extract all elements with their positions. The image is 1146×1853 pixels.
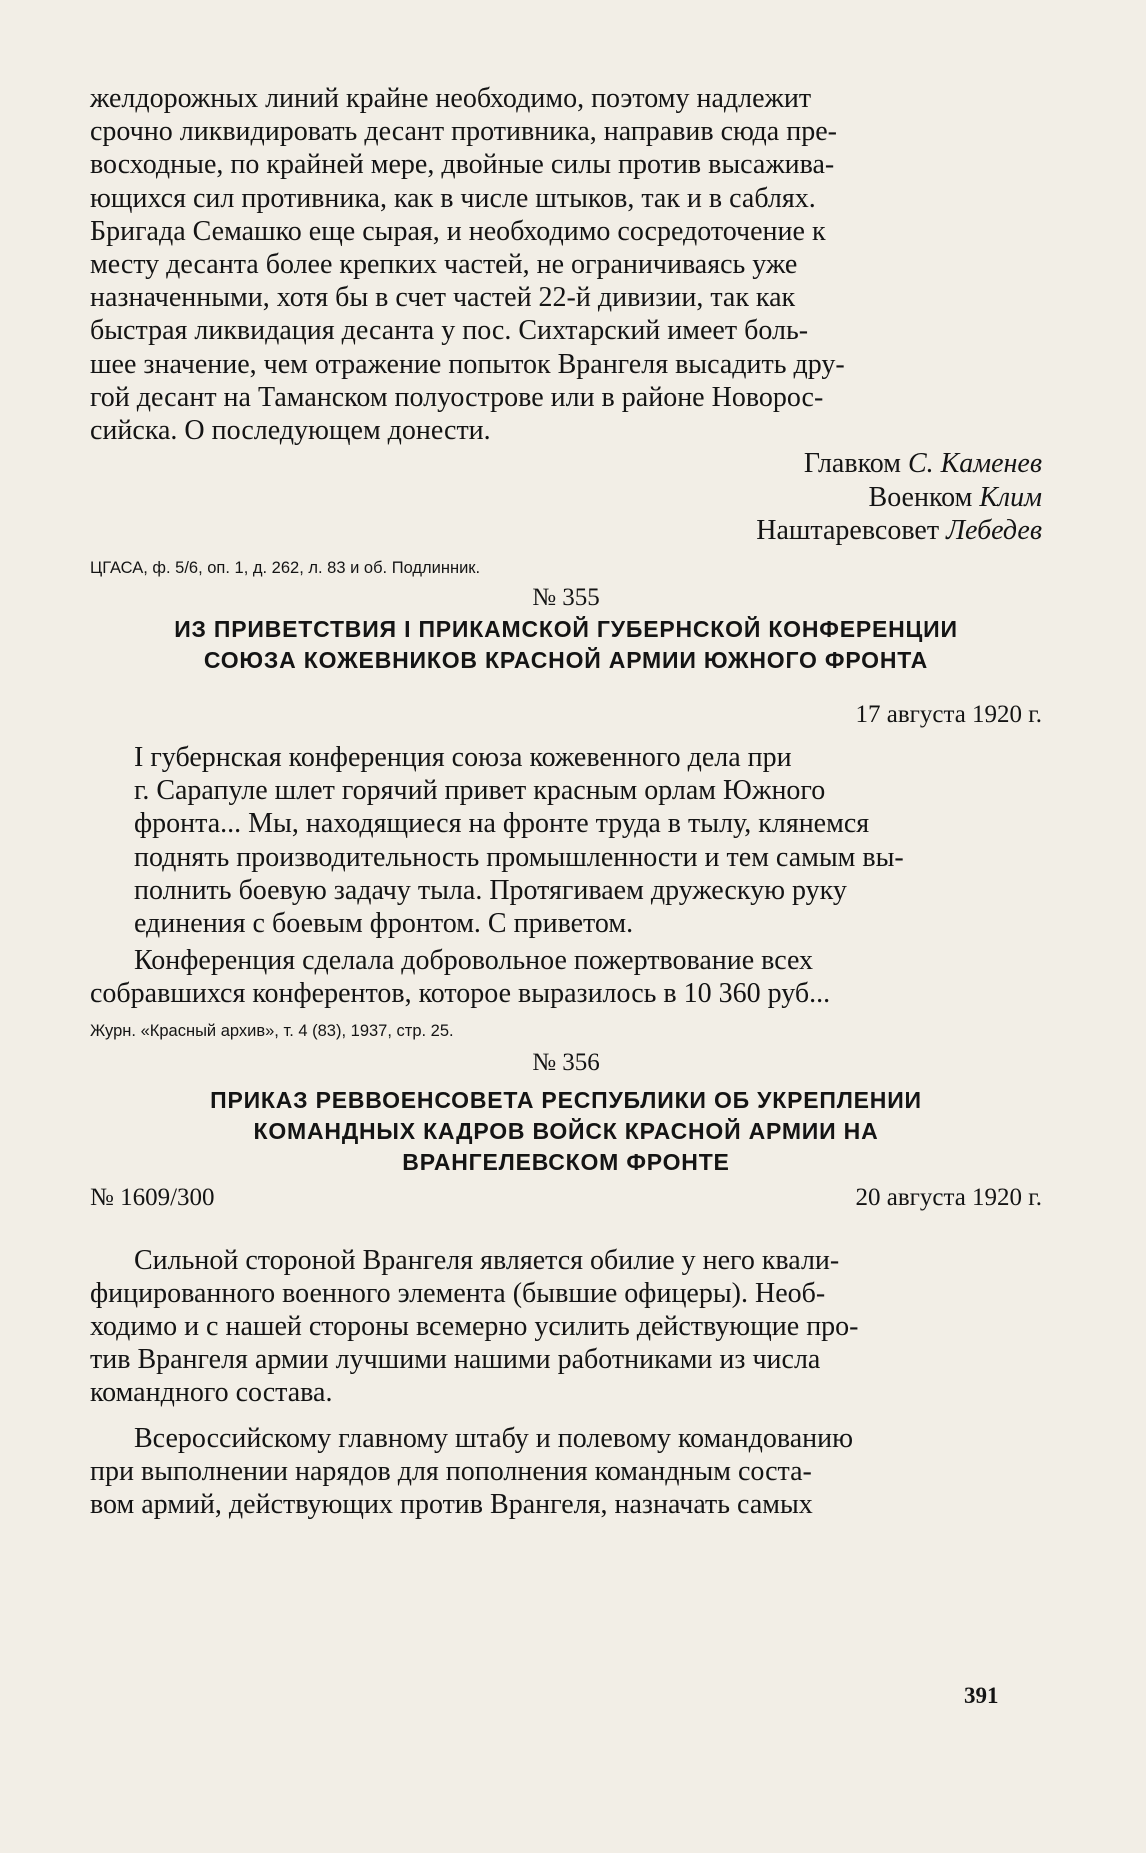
heading-line: СОЮЗА КОЖЕВНИКОВ КРАСНОЙ АРМИИ ЮЖНОГО ФРОНТА (203, 646, 929, 673)
text-line: Сильной стороной Врангеля является обилие у него квали- (134, 1244, 840, 1276)
text-line: г. Сарапуле шлет горячий привет красным орлам Южного (134, 775, 826, 807)
signature-name: Клим (979, 481, 1042, 513)
doc356-paragraph-2 (90, 1422, 1042, 1522)
journal-source-note: Журн. «Красный архив», т. 4 (83), 1937, стр. 25. (90, 1021, 454, 1040)
text-line: Конференция сделала добровольное пожертвование всех (134, 945, 814, 977)
text-line: полнить боевую задачу тыла. Протягиваем дружескую руку (134, 874, 847, 906)
text-line: назначенными, хотя бы в счет частей 22-й дивизии, так как (90, 282, 796, 314)
order-meta-row (90, 1182, 1042, 1214)
continuation-paragraph (90, 82, 1042, 447)
signature-name: Лебедев (946, 515, 1042, 547)
signature-voenkom (90, 481, 1042, 515)
text-line: I губернская конференция союза кожевенного дела при (134, 741, 792, 773)
archive-source-note: ЦГАСА, ф. 5/6, оп. 1, д. 262, л. 83 и об. Подлинник. (90, 558, 481, 577)
order-number: № 1609/300 (90, 1183, 215, 1211)
text-line: месту десанта более крепких частей, не ограничиваясь уже (90, 249, 798, 281)
text-line: фицированного военного элемента (бывшие офицеры). Необ- (90, 1277, 826, 1309)
text-line: при выполнении нарядов для пополнения командным соста- (90, 1455, 812, 1487)
signature-title: Военком (868, 481, 973, 513)
text-line: ющихся сил противника, как в числе штыков, так и в саблях. (90, 182, 816, 214)
document-heading-356 (90, 1085, 1042, 1178)
document-date-356: 20 августа 1920 г. (855, 1183, 1042, 1211)
heading-line: ВРАНГЕЛЕВСКОМ ФРОНТЕ (402, 1148, 730, 1175)
text-line: командного состава. (90, 1377, 333, 1409)
document-date-355: 17 августа 1920 г. (855, 700, 1042, 728)
document-heading-355 (90, 614, 1042, 676)
text-line: Всероссийскому главному штабу и полевому командованию (134, 1422, 854, 1454)
text-line: сийска. О последующем донести. (90, 415, 491, 447)
text-line: срочно ликвидировать десант противника, направив сюда пре- (90, 116, 837, 148)
text-line: ходимо и с нашей стороны всемерно усилить действующие про- (90, 1310, 859, 1342)
text-line: желдорожных линий крайне необходимо, поэтому надлежит (90, 83, 812, 114)
signature-title: Главком (803, 448, 901, 480)
signature-nashtarevsovet (90, 514, 1042, 548)
document-number-355: № 355 (532, 583, 600, 611)
signature-title: Наштаревсовет (756, 515, 940, 547)
text-line: единения с боевым фронтом. С приветом. (134, 907, 634, 939)
text-line: гой десант на Таманском полуострове или в районе Новорос- (90, 381, 824, 413)
text-line: Бригада Семашко еще сырая, и необходимо сосредоточение к (90, 215, 826, 247)
signature-block (90, 447, 1042, 548)
heading-line: КОМАНДНЫХ КАДРОВ ВОЙСК КРАСНОЙ АРМИИ НА (253, 1117, 879, 1144)
text-line: шее значение, чем отражение попыток Врангеля высадить дру- (90, 348, 845, 380)
text-line: восходные, по крайней мере, двойные силы против высажива- (90, 149, 835, 181)
text-line: вом армий, действующих против Врангеля, назначать самых (90, 1488, 813, 1520)
doc355-paragraph-1 (90, 741, 1042, 940)
text-line: поднять производительность промышленности и тем самым вы- (134, 841, 904, 873)
text-line: фронта... Мы, находящиеся на фронте труда в тылу, клянемся (134, 808, 870, 840)
doc355-paragraph-2 (90, 944, 1042, 1010)
doc356-paragraph-1 (90, 1244, 1042, 1410)
document-page (90, 82, 1042, 1521)
text-line: собравшихся конферентов, которое выразилось в 10 360 руб... (90, 978, 831, 1010)
text-line: быстрая ликвидация десанта у пос. Сихтарский имеет боль- (90, 315, 809, 347)
text-line: тив Врангеля армии лучшими нашими работниками из числа (90, 1344, 821, 1376)
signature-glavkom (90, 447, 1042, 481)
heading-line: ПРИКАЗ РЕВВОЕНСОВЕТА РЕСПУБЛИКИ ОБ УКРЕПЛЕНИИ (210, 1086, 922, 1113)
signature-name: С. Каменев (907, 448, 1042, 480)
page-number: 391 (964, 1683, 999, 1708)
document-number-356: № 356 (532, 1048, 600, 1076)
heading-line: ИЗ ПРИВЕТСТВИЯ I ПРИКАМСКОЙ ГУБЕРНСКОЙ КОНФЕРЕНЦИИ (174, 615, 958, 642)
